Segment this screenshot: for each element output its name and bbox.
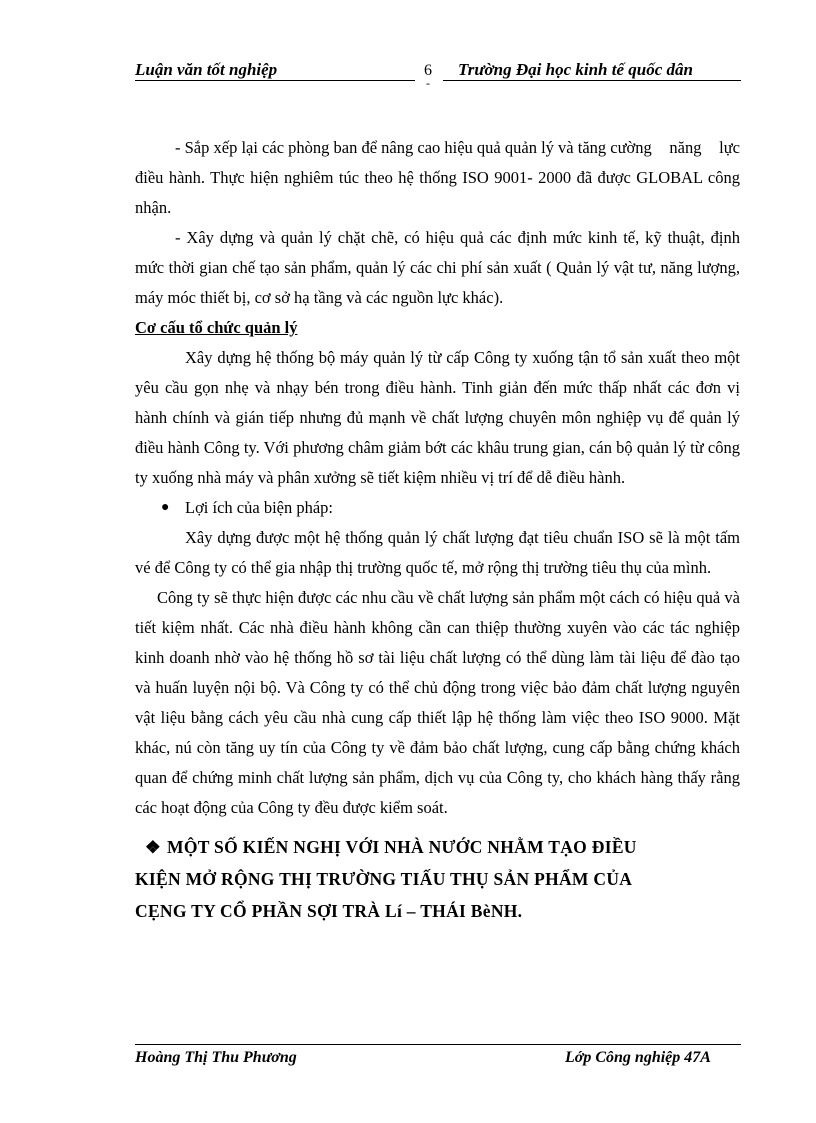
header-title-right: Trường Đại học kinh tế quốc dân xyxy=(458,60,693,79)
section-heading-line-1: ❖ MỘT SỐ KIẾN NGHỊ VỚI NHÀ NƯỚC NHẰM TẠO ĐIỀU xyxy=(135,831,740,863)
header-title-left: Luận văn tốt nghiệp xyxy=(135,60,278,79)
footer-rule xyxy=(135,1044,741,1045)
subheading-organization: Cơ cấu tổ chức quản lý xyxy=(135,318,298,337)
section-heading-line-2: KIỆN MỞ RỘNG THỊ TRƯỜNG TIẤU THỤ SẢN PHẨM CỦA xyxy=(135,869,633,889)
page-number: 6 xyxy=(424,62,432,79)
subheading-wrapper xyxy=(135,313,740,343)
page-number-mark: - xyxy=(426,76,430,90)
section-heading xyxy=(135,831,740,927)
footer-class: Lớp Công nghiệp 47A xyxy=(565,1049,711,1066)
bullet-dot-icon: ● xyxy=(161,500,170,515)
footer-author: Hoàng Thị Thu Phương xyxy=(135,1049,297,1066)
document-body xyxy=(135,133,740,927)
section-heading-line-3: CẸNG TY CỔ PHẦN SỢI TRÀ Lí – THÁI BèNH. xyxy=(135,901,523,921)
paragraph-norms: - Xây dựng và quản lý chặt chẽ, có hiệu quả các định mức kinh tế, kỹ thuật, định mức thời gian chế tạo sản phẩm, quản lý các chi phí sản xuất ( Quản lý vật tư, năng lượng, máy móc thiết bị, cơ sở hạ tầng và các nguồn lực khác). xyxy=(135,228,740,307)
paragraph-reorganize-rest: năng lực điều hành. Thực hiện nghiêm túc theo hệ thống ISO 9001- 2000 đã được GLOBAL công nhận. xyxy=(135,138,740,217)
paragraph-company: Công ty sẽ thực hiện được các nhu cầu về chất lượng sản phẩm một cách có hiệu quả và tiết kiệm nhất. Các nhà điều hành không cần can thiệp thường xuyên vào các tác nghiệp kinh doanh nhờ vào hệ thống hồ sơ tài liệu chất lượng có thể dùng làm tài liệu để đào tạo và huấn luyện nội bộ. Và Công ty có thể chủ động trong việc bảo đảm chất lượng nguyên vật liệu bằng cách yêu cầu nhà cung cấp thiết lập hệ thống làm việc theo ISO 9000. Mặt khác, nú còn tăng uy tín của Công ty về đảm bảo chất lượng, cung cấp bằng chứng khách quan để chứng minh chất lượng sản phẩm, dịch vụ của Công ty, cho khách hàng thấy rằng các hoạt động của Công ty đều được kiểm soát. xyxy=(135,588,740,817)
diamond-bullet-icon: ❖ xyxy=(145,837,161,857)
paragraph-structure: Xây dựng hệ thống bộ máy quản lý từ cấp Công ty xuống tận tổ sản xuất theo một yêu cầu gọn nhẹ và nhạy bén trong điều hành. Tinh giản đến mức thấp nhất các đơn vị hành chính và gián tiếp nhưng đủ mạnh về chất lượng chuyên môn nghiệp vụ để quản lý điều hành Công ty. Với phương châm giảm bớt các khâu trung gian, cán bộ quản lý từ công ty xuống nhà máy và phân xưởng sẽ tiết kiệm nhiều vị trí để dễ điều hành. xyxy=(135,348,740,487)
paragraph-benefit: Xây dựng được một hệ thống quản lý chất lượng đạt tiêu chuẩn ISO sẽ là một tấm vé để Công ty có thể gia nhập thị trường quốc tế, mở rộng thị trường tiêu thụ của mình. xyxy=(135,528,740,577)
paragraph-reorganize xyxy=(135,133,740,223)
header-rule-left xyxy=(135,80,415,81)
paragraph-reorganize-first-line: - Sắp xếp lại các phòng ban để nâng cao hiệu quả quản lý và tăng cường xyxy=(175,138,652,157)
bullet-text: Lợi ích của biện pháp: xyxy=(185,498,334,517)
header-rule-right xyxy=(443,80,741,81)
bullet-item xyxy=(135,493,740,523)
